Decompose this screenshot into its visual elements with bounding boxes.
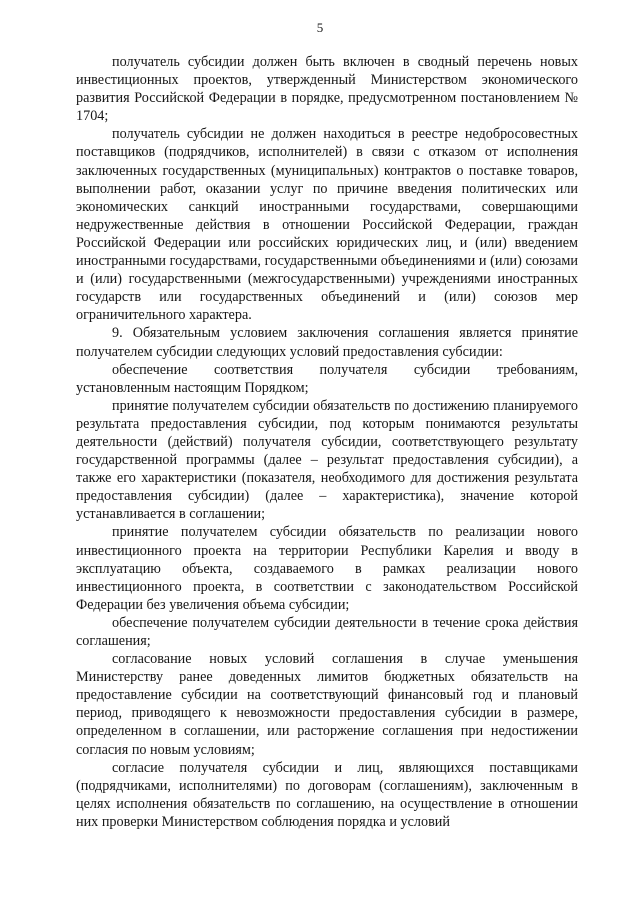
paragraph-consent-inspection: согласие получателя субсидии и лиц, являющихся поставщиками (подрядчиками, исполнителями) по договорам (соглашениям), заключенным в целях исполнения обязательств по соглашению, на осуществление в отношении них проверки Министерством соблюдения порядка и условий bbox=[76, 759, 578, 830]
paragraph-recipient-investment-list: получатель субсидии должен быть включен в сводный перечень новых инвестиционных проектов, утвержденный Министерством экономического развития Российской Федерации в порядке, предусмотренном постановлением № 1704; bbox=[76, 54, 578, 125]
paragraph-new-conditions: согласование новых условий соглашения в случае уменьшения Министерству ранее доведенных лимитов бюджетных обязательств на предоставление субсидии на соответствующий финансовый год и плановый период, приводящего к невозможности предоставления субсидии в размере, определенном в соглашении, или расторжение соглашения при недостижении согласия по новым условиям; bbox=[76, 651, 578, 758]
paragraph-compliance: обеспечение соответствия получателя субсидии требованиям, установленным настоящим Порядком; bbox=[76, 361, 578, 396]
paragraph-activity-term: обеспечение получателем субсидии деятельности в течение срока действия соглашения; bbox=[76, 614, 578, 649]
paragraph-project-obligations: принятие получателем субсидии обязательств по реализации нового инвестиционного проекта на территории Республики Карелия и вводу в эксплуатацию объекта, создаваемого в рамках реализации нового инвестиционного проекта, в соответствии с законодательством Российской Федерации без увеличения объема субсидии; bbox=[76, 524, 578, 613]
page-number: 5 bbox=[316, 20, 324, 35]
paragraph-recipient-unreliable-suppliers: получатель субсидии не должен находиться в реестре недобросовестных поставщиков (подрядчиков, исполнителей) в связи с отказом от исполнения заключенных государственных (муниципальных) контрактов о поставке товаров, выполнении работ, оказании услуг по причине введения политических или экономических санкций иностранными государствами, совершающими недружественные действия в отношении Российской Федерации, граждан Российской Федерации или российских юридических лиц, и (или) введением иностранными государствами, государственными объединениями и (или) союзами и (или) государственными (межгосударственными) учреждениями иностранных государств или государственных объединений и (или) союзов мер ограничительного характера. bbox=[76, 126, 578, 324]
paragraph-result-obligations: принятие получателем субсидии обязательств по достижению планируемого результата предоставления субсидии, под которым понимаются результаты деятельности (действий) получателя субсидии, соответствующего результату государственной программы (далее – результат предоставления субсидии), а также его характеристики (показателя, необходимого для достижения результата предоставления субсидии) (далее – характеристика), значение которой устанавливается в соглашении; bbox=[76, 397, 578, 523]
document-body bbox=[76, 53, 578, 831]
paragraph-clause-9: 9. Обязательным условием заключения соглашения является принятие получателем субсидии следующих условий предоставления субсидии: bbox=[76, 325, 578, 360]
